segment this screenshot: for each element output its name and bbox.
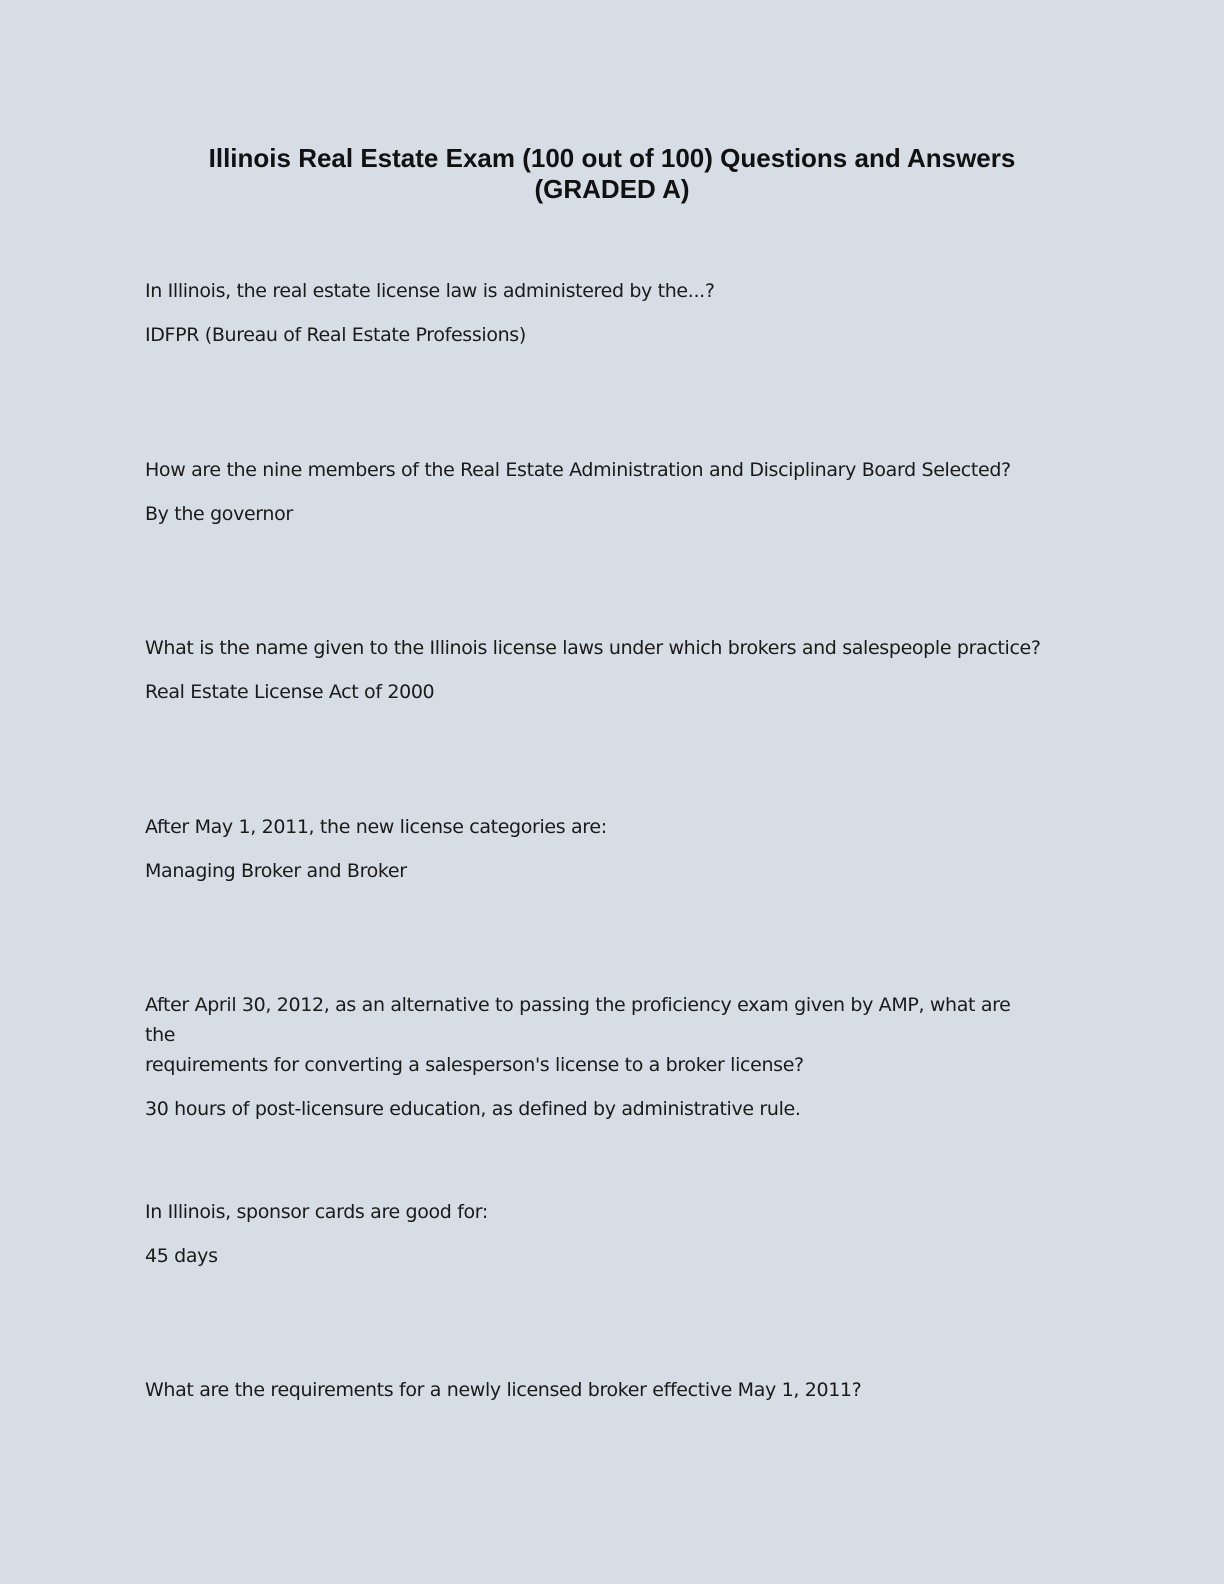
answer: Real Estate License Act of 2000 — [145, 681, 435, 703]
question-line-1: After April 30, 2012, as an alternative to passing the proficiency exam given by AMP, what are the — [145, 994, 1011, 1046]
question: After May 1, 2011, the new license categories are: — [145, 816, 607, 838]
question: How are the nine members of the Real Estate Administration and Disciplinary Board Selected? — [145, 459, 1011, 481]
document-title — [0, 143, 1224, 205]
answer: Managing Broker and Broker — [145, 860, 407, 882]
title-line-1: Illinois Real Estate Exam (100 out of 100) Questions and Answers — [208, 143, 1016, 173]
answer: By the governor — [145, 503, 293, 525]
question: In Illinois, the real estate license law is administered by the...? — [145, 280, 715, 302]
question: What is the name given to the Illinois license laws under which brokers and salespeople practice? — [145, 637, 1041, 659]
answer: 45 days — [145, 1245, 218, 1267]
question: In Illinois, sponsor cards are good for: — [145, 1201, 488, 1223]
qa-item-3 — [145, 633, 1045, 707]
qa-item-2 — [145, 455, 1045, 529]
answer: IDFPR (Bureau of Real Estate Professions) — [145, 324, 526, 346]
qa-item-7 — [145, 1375, 1045, 1405]
qa-item-4 — [145, 812, 1045, 886]
answer: 30 hours of post-licensure education, as defined by administrative rule. — [145, 1098, 801, 1120]
question-line-2: requirements for converting a salesperson's license to a broker license? — [145, 1054, 804, 1076]
title-line-2: (GRADED A) — [534, 174, 690, 204]
question: What are the requirements for a newly licensed broker effective May 1, 2011? — [145, 1379, 862, 1401]
qa-item-1 — [145, 276, 1045, 350]
question — [145, 990, 1045, 1080]
qa-item-6 — [145, 1197, 1045, 1271]
qa-item-5 — [145, 990, 1045, 1124]
